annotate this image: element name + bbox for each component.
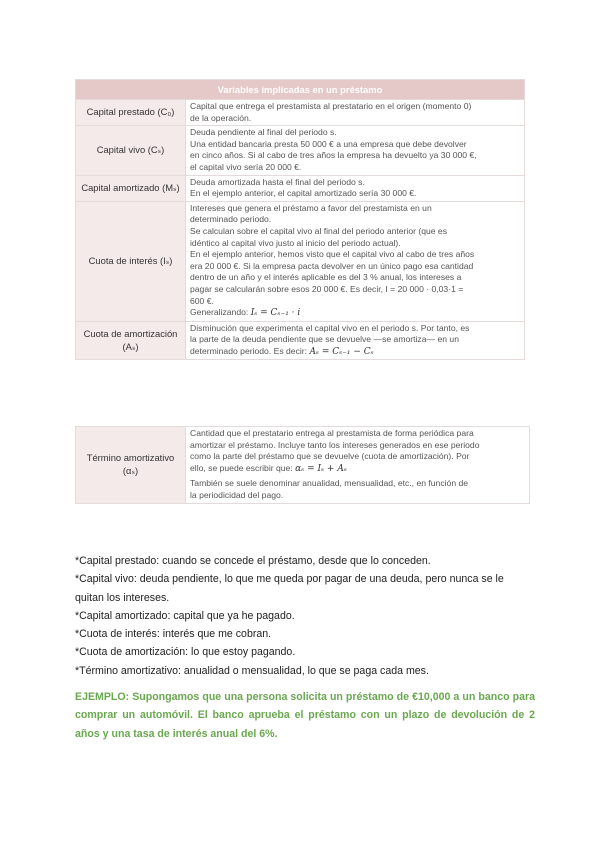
table-row [76, 427, 530, 504]
example-paragraph: EJEMPLO: Supongamos que una persona solicita un préstamo de €10,000 a un banco para comprar un automóvil. El banco aprueba el préstamo con un plazo de devolución de 2 años y una tasa de interés anual del 6%. [75, 691, 535, 740]
table-row [76, 126, 525, 175]
row-label: Término amortizativo (αₛ) [76, 427, 186, 504]
table-row [76, 175, 525, 201]
text-line: Capital que entrega el prestamista al prestatario en el origen (momento 0) [190, 101, 472, 111]
row-description [186, 201, 525, 321]
text-line: amortizar el préstamo. Incluye tanto los intereses generados en ese periodo [190, 439, 480, 450]
text-line: En el ejemplo anterior, hemos visto que el capital vivo al cabo de tres años [190, 249, 475, 260]
text-line: de la operación. [190, 112, 252, 123]
text-line: determinado periodo. [190, 214, 272, 225]
text-line: 600 €. [190, 295, 214, 306]
notes-list [75, 552, 535, 680]
formula-line [190, 307, 521, 320]
formula-prefix: Generalizando: [190, 307, 251, 318]
note-item: *Cuota de amortización: lo que estoy pagando. [75, 646, 296, 659]
row-label: Capital amortizado (Mₛ) [76, 175, 186, 201]
text-line: idéntico al capital vivo justo al inicio del periodo actual). [190, 237, 401, 248]
table-row [76, 201, 525, 321]
table-row [76, 100, 525, 126]
text-line: en cinco años. Si al cabo de tres años la empresa ha devuelto ya 30 000 €, [190, 150, 477, 161]
table-row [76, 321, 525, 360]
note-item: *Término amortizativo: anualidad o mensualidad, lo que se paga cada mes. [75, 664, 429, 677]
table-title: Variables implicadas en un préstamo [76, 80, 525, 100]
formula-line [190, 463, 526, 476]
text-line: Una entidad bancaria presta 50 000 € a una empresa que debe devolver [190, 138, 467, 149]
amortization-formula: Aₛ = Cₛ₋₁ − Cₛ [309, 346, 374, 357]
amortizing-term-formula: αₛ = Iₛ + Aₛ [295, 463, 347, 474]
note-item: *Capital vivo: deuda pendiente, lo que me queda por pagar de una deuda, pero nunca se le quitan los intereses. [75, 573, 504, 604]
table-header-row [76, 80, 525, 100]
row-description [186, 321, 525, 360]
loan-variables-table [75, 79, 525, 360]
row-label: Capital prestado (C₀) [76, 100, 186, 126]
text-line: Deuda pendiente al final del periodo s. [190, 127, 337, 138]
row-description [186, 175, 525, 201]
interest-formula: Iₛ = Cₛ₋₁ · i [250, 308, 301, 319]
text-line: También se suele denominar anualidad, mensualidad, etc., en función de [190, 478, 469, 489]
text-line: Disminución que experimenta el capital vivo en el periodo s. Por tanto, es [190, 322, 470, 333]
text-line: dentro de un año y el interés aplicable es del 3 % anual, los intereses a [190, 272, 462, 283]
text-line: el capital vivo sería 20 000 €. [190, 161, 302, 172]
row-label: Cuota de amortización (Aₛ) [76, 321, 186, 360]
text-line: pagar se calcularán sobre esos 20 000 €. Es decir, I = 20 000 · 0,03·1 = [190, 283, 464, 294]
row-description [186, 126, 525, 175]
amortizing-term-table [75, 426, 530, 504]
row-label: Cuota de interés (Iₛ) [76, 201, 186, 321]
text-line: era 20 000 €. Si la empresa pacta devolver en un único pago esa cantidad [190, 260, 474, 271]
formula-prefix: ello, se puede escribir que: [190, 462, 296, 473]
note-item: *Capital amortizado: capital que ya he pagado. [75, 609, 295, 622]
text-line: En el ejemplo anterior, el capital amortizado sería 30 000 €. [190, 188, 417, 199]
text-line: Intereses que genera el préstamo a favor del prestamista en un [190, 202, 432, 213]
note-item: *Capital prestado: cuando se concede el préstamo, desde que lo conceden. [75, 555, 431, 567]
text-line: Se calculan sobre el capital vivo al final del periodo anterior (que es [190, 225, 448, 236]
text-line: la periodicidad del pago. [190, 489, 284, 500]
text-line: Deuda amortizada hasta el final del periodo s. [190, 176, 365, 187]
row-label: Capital vivo (Cₛ) [76, 126, 186, 175]
formula-prefix: determinado periodo. Es decir: [190, 345, 310, 356]
note-item: *Cuota de interés: interés que me cobran. [75, 628, 272, 641]
text-line: como la parte del préstamo que se devuelve (cuota de amortización). Por [190, 451, 470, 462]
row-description [186, 427, 530, 504]
text-line: Cantidad que el prestatario entrega al prestamista de forma periódica para [190, 428, 474, 438]
formula-line [190, 346, 521, 359]
row-description [186, 100, 525, 126]
text-line: la parte de la deuda pendiente que se devuelve —se amortiza— en un [190, 334, 459, 345]
